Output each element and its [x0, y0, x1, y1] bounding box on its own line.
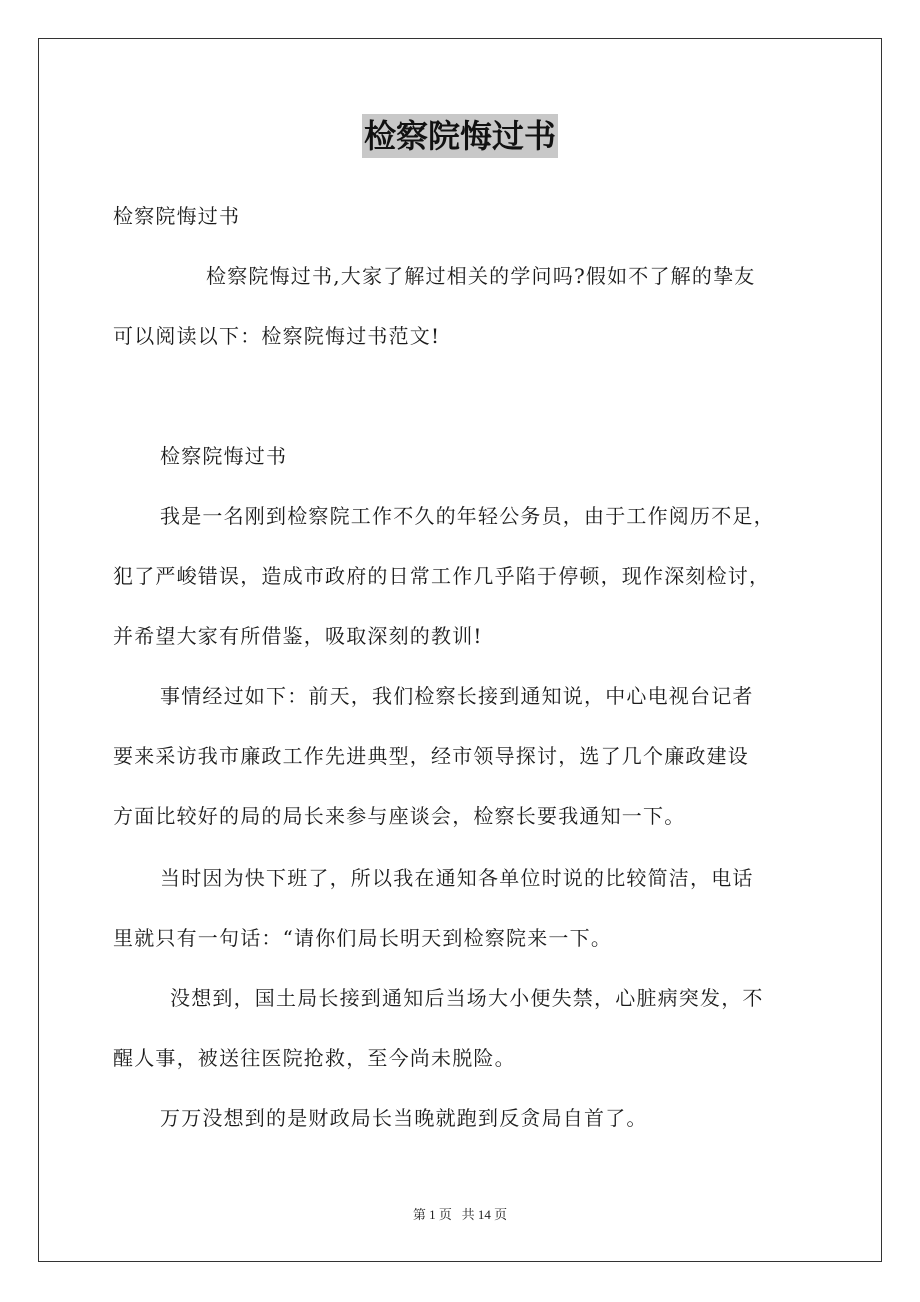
- paragraph-line: 事情经过如下：前天，我们检察长接到通知说，中心电视台记者: [160, 684, 754, 708]
- paragraph-line: 我是一名刚到检察院工作不久的年轻公务员，由于工作阅历不足，: [160, 504, 775, 528]
- paragraph-line: 没想到，国土局长接到通知后当场大小便失禁，心脏病突发，不: [170, 986, 764, 1010]
- paragraph-line: 并希望大家有所借鉴，吸取深刻的教训!: [113, 624, 483, 648]
- intro-line: 可以阅读以下：检察院悔过书范文!: [113, 324, 441, 348]
- document-title: 检察院悔过书: [362, 114, 558, 158]
- page-footer: 第 1 页 共 14 页: [412, 1207, 508, 1222]
- paragraph-line: 里就只有一句话：“请你们局长明天到检察院来一下。: [113, 926, 613, 950]
- paragraph-line: 犯了严峻错误，造成市政府的日常工作几乎陷于停顿，现作深刻检讨，: [113, 564, 771, 588]
- paragraph-line: 方面比较好的局的局长来参与座谈会，检察长要我通知一下。: [113, 804, 686, 828]
- paragraph-line: 当时因为快下班了，所以我在通知各单位时说的比较简洁，电话: [160, 866, 754, 890]
- title-wrapper: [0, 114, 920, 158]
- section-heading: 检察院悔过书: [160, 444, 288, 468]
- paragraph-line: 醒人事，被送往医院抢救，至今尚未脱险。: [113, 1046, 516, 1070]
- paragraph-line: 万万没想到的是财政局长当晚就跑到反贪局自首了。: [160, 1106, 648, 1130]
- intro-line: 检察院悔过书,大家了解过相关的学问吗?假如不了解的挚友: [206, 264, 756, 288]
- document-subtitle: 检察院悔过书: [113, 204, 241, 228]
- paragraph-line: 要来采访我市廉政工作先进典型，经市领导探讨，选了几个廉政建设: [113, 744, 749, 768]
